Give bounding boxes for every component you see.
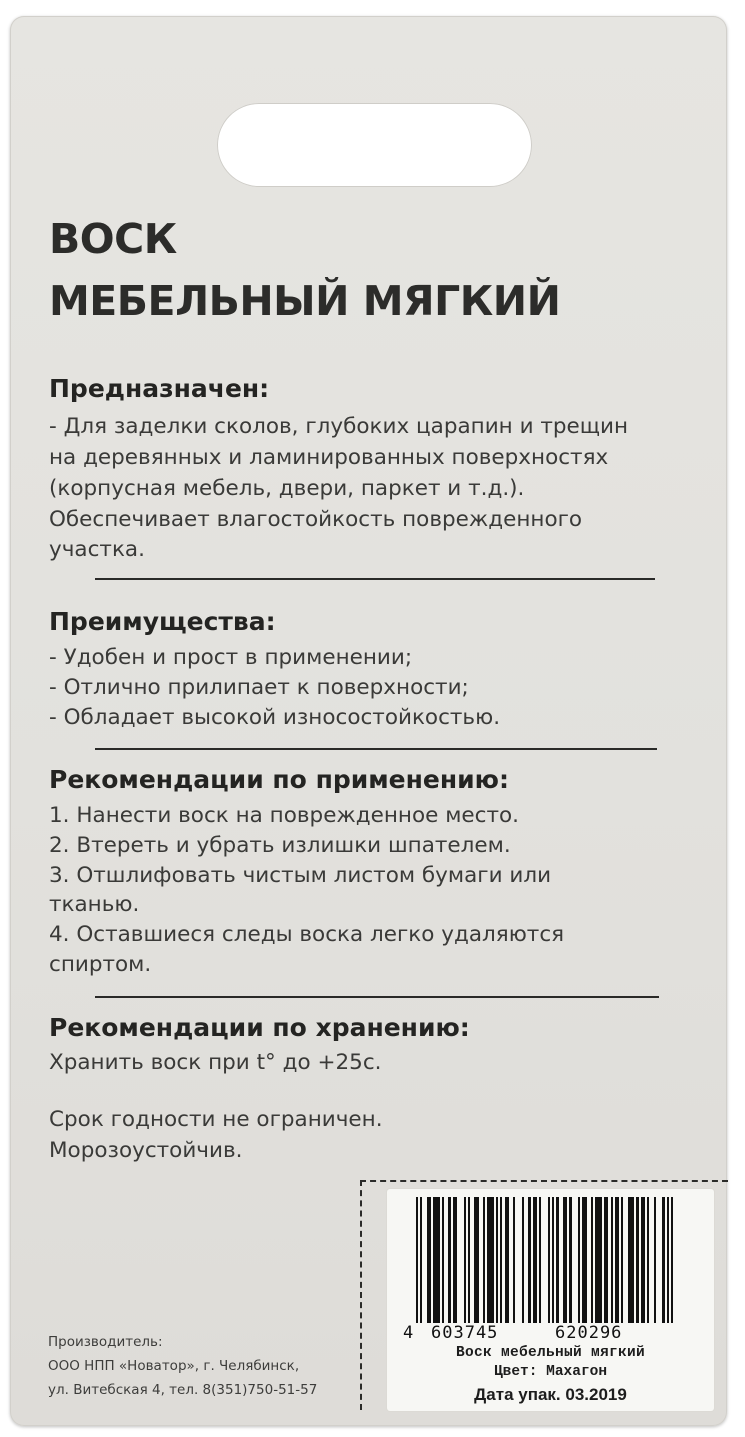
barcode-digits-right: 620296 <box>555 1323 623 1343</box>
usage-item: тканью. <box>49 892 140 917</box>
divider <box>95 748 657 750</box>
purpose-line: Обеспечивает влагостойкость поврежденного <box>49 507 583 532</box>
barcode-digits-left: 603745 <box>431 1323 499 1343</box>
purpose-line: на деревянных и ламинированных поверхностях <box>49 445 609 470</box>
advantages-item: - Отлично прилипает к поверхности; <box>49 675 469 700</box>
barcode <box>416 1197 674 1323</box>
label-pack-date: Дата упак. 03.2019 <box>474 1385 627 1404</box>
usage-item: 2. Втереть и убрать излишки шпателем. <box>49 833 511 858</box>
purpose-heading: Предназначен: <box>49 374 270 403</box>
label-color: Цвет: Махагон <box>493 1364 608 1380</box>
advantages-heading: Преимущества: <box>49 607 276 636</box>
advantages-item: - Удобен и прост в применении; <box>49 645 413 670</box>
purpose-line: - Для заделки сколов, глубоких царапин и трещин <box>49 414 629 439</box>
frost-resistance-text: Морозоустойчив. <box>49 1138 243 1163</box>
cut-line-vertical <box>360 1180 362 1410</box>
advantages-item: - Обладает высокой износостойкостью. <box>49 705 501 730</box>
storage-text: Хранить воск при t° до +25с. <box>49 1050 382 1075</box>
manufacturer-company: ООО НПП «Новатор», г. Челябинск, <box>48 1358 300 1374</box>
purpose-line: (корпусная мебель, двери, паркет и т.д.). <box>49 476 525 501</box>
usage-heading: Рекомендации по применению: <box>49 765 509 794</box>
barcode-label <box>387 1189 714 1411</box>
barcode-digit-first: 4 <box>403 1323 415 1343</box>
hang-hole <box>217 103 532 187</box>
usage-item: спиртом. <box>49 952 152 977</box>
manufacturer-address: ул. Витебская 4, тел. 8(351)750-51-57 <box>48 1382 318 1398</box>
usage-item: 1. Нанести воск на поврежденное место. <box>49 803 519 828</box>
usage-item: 3. Отшлифовать чистым листом бумаги или <box>49 863 552 888</box>
storage-heading: Рекомендации по хранению: <box>49 1013 470 1042</box>
usage-item: 4. Оставшиеся следы воска легко удаляются <box>49 922 565 947</box>
label-product-name: Воск мебельный мягкий <box>455 1345 646 1361</box>
manufacturer-label: Производитель: <box>48 1334 163 1350</box>
purpose-line: участка. <box>49 537 145 562</box>
cut-line-horizontal <box>360 1180 728 1182</box>
shelf-life-text: Срок годности не ограничен. <box>49 1107 383 1132</box>
manufacturer-info <box>48 1330 317 1402</box>
title-line-2: МЕБЕЛЬНЫЙ МЯГКИЙ <box>49 277 561 325</box>
divider <box>95 578 655 580</box>
divider <box>95 996 659 998</box>
barcode-bar <box>671 1197 673 1323</box>
title-line-1: ВОСК <box>49 215 177 263</box>
